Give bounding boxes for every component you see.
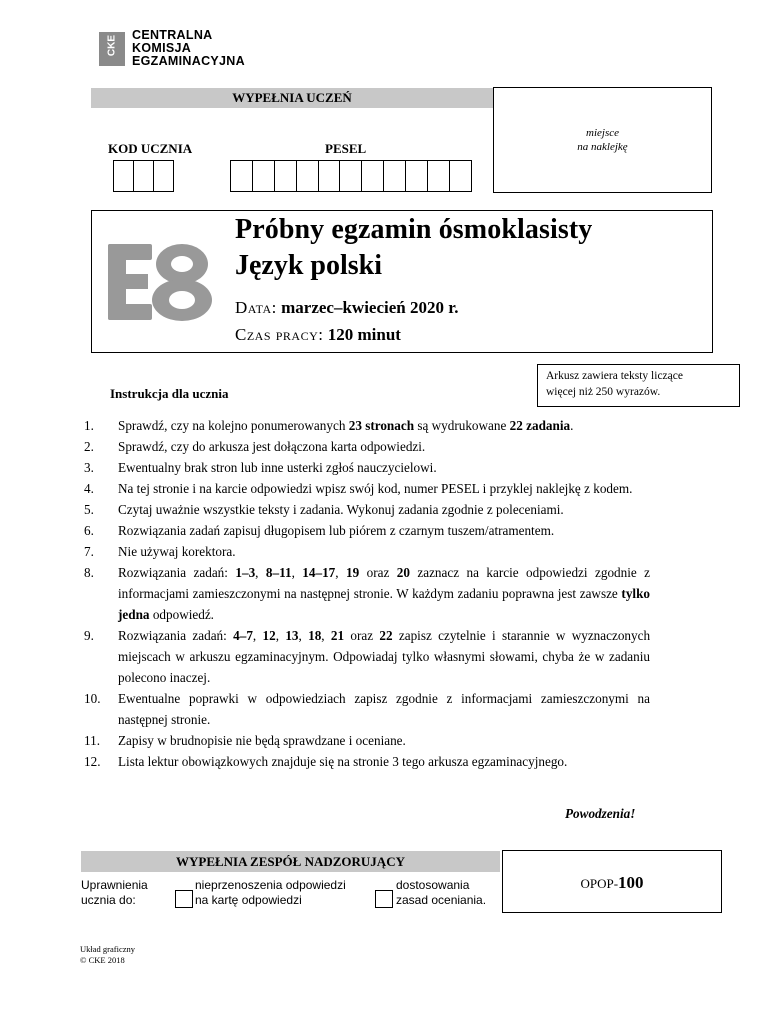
instruction-text: Rozwiązania zadań zapisuj długopisem lub piórem z czarnym tuszem/atramentem. xyxy=(118,523,555,538)
instruction-item xyxy=(84,478,650,499)
student-section-band: WYPEŁNIA UCZEŃ xyxy=(91,88,493,108)
instruction-number: 4. xyxy=(84,481,94,496)
student-rights-label: Uprawnienia ucznia do: xyxy=(81,878,148,907)
instruction-item xyxy=(84,457,650,478)
pesel-digit-box[interactable] xyxy=(319,161,341,191)
instruction-item xyxy=(84,625,650,688)
pesel-digit-box[interactable] xyxy=(428,161,450,191)
good-luck-text: Powodzenia! xyxy=(565,806,636,821)
instruction-number: 10. xyxy=(84,691,101,706)
instruction-item xyxy=(84,499,650,520)
student-code-digit-box[interactable] xyxy=(134,161,154,191)
e8-badge-icon xyxy=(106,242,214,322)
instruction-number: 7. xyxy=(84,544,94,559)
instruction-number: 6. xyxy=(84,523,94,538)
instruction-number: 2. xyxy=(84,439,94,454)
student-code-digit-box[interactable] xyxy=(154,161,173,191)
instruction-text: Ewentualne poprawki w odpowiedziach zapisz zgodnie z informacjami zamieszczonymi na następnej stronie. xyxy=(118,691,650,727)
instruction-item xyxy=(84,541,650,562)
pesel-digit-box[interactable] xyxy=(362,161,384,191)
instruction-text: Na tej stronie i na karcie odpowiedzi wpisz swój kod, numer PESEL i przyklej naklejkę z kodem. xyxy=(118,481,633,496)
exam-date: Data: marzec–kwiecień 2020 r. xyxy=(235,298,459,317)
instruction-item xyxy=(84,415,650,436)
instruction-number: 1. xyxy=(84,418,94,433)
supervisor-section-band: WYPEŁNIA ZESPÓŁ NADZORUJĄCY xyxy=(81,851,500,872)
instruction-number: 5. xyxy=(84,502,94,517)
instruction-text: Rozwiązania zadań: 1–3, 8–11, 14–17, 19 oraz 20 zaznacz na karcie odpowiedzi zgodnie z informacjami zamieszczonymi na następnej stronie. W każdym zadaniu poprawna jest zawsze tylko jedna odpowiedź. xyxy=(118,565,651,622)
instruction-text: Rozwiązania zadań: 4–7, 12, 13, 18, 21 oraz 22 zapisz czytelnie i starannie w wyznaczonych miejscach w arkuszu egzaminacyjnym. Odpowiadaj tylko własnymi słowami, chyba że w zadaniu polecono inaczej. xyxy=(118,628,651,685)
instruction-number: 12. xyxy=(84,754,101,769)
sticker-area: miejsce na naklejkę xyxy=(493,87,712,193)
instruction-item xyxy=(84,751,650,772)
instruction-number: 11. xyxy=(84,733,100,748)
student-code-boxes[interactable] xyxy=(113,160,174,192)
instruction-item xyxy=(84,562,650,625)
pesel-digit-box[interactable] xyxy=(450,161,471,191)
cke-logo-mark: CKE xyxy=(99,32,125,66)
pesel-digit-box[interactable] xyxy=(297,161,319,191)
pesel-boxes[interactable] xyxy=(230,160,472,192)
instruction-number: 3. xyxy=(84,460,94,475)
student-code-label: KOD UCZNIA xyxy=(108,141,193,156)
student-code-digit-box[interactable] xyxy=(114,161,134,191)
pesel-digit-box[interactable] xyxy=(384,161,406,191)
footer-credits: Układ graficzny © CKE 2018 xyxy=(80,944,135,965)
instruction-text: Sprawdź, czy do arkusza jest dołączona karta odpowiedzi. xyxy=(118,439,426,454)
pesel-digit-box[interactable] xyxy=(340,161,362,191)
instruction-text: Zapisy w brudnopisie nie będą sprawdzane i oceniane. xyxy=(118,733,406,748)
no-transfer-option-label: nieprzenoszenia odpowiedzi na kartę odpowiedzi xyxy=(195,878,346,907)
instruction-item xyxy=(84,688,650,730)
instruction-number: 9. xyxy=(84,628,94,643)
exam-title: Próbny egzamin ósmoklasisty xyxy=(235,214,593,245)
pesel-digit-box[interactable] xyxy=(253,161,275,191)
pesel-label: PESEL xyxy=(325,141,367,156)
instruction-item xyxy=(84,730,650,751)
instructions-list xyxy=(84,415,650,772)
text-length-note: Arkusz zawiera teksty liczące więcej niż 250 wyrazów. xyxy=(537,364,740,407)
adjusted-grading-checkbox[interactable] xyxy=(375,890,393,908)
instructions-heading: Instrukcja dla ucznia xyxy=(110,386,229,401)
instruction-text: Sprawdź, czy na kolejno ponumerowanych 23 stronach są wydrukowane 22 zadania. xyxy=(118,418,574,433)
instruction-text: Czytaj uważnie wszystkie teksty i zadania. Wykonuj zadania zgodnie z poleceniami. xyxy=(118,502,564,517)
instruction-text: Nie używaj korektora. xyxy=(118,544,236,559)
no-transfer-checkbox[interactable] xyxy=(175,890,193,908)
instruction-text: Ewentualny brak stron lub inne usterki zgłoś nauczycielowi. xyxy=(118,460,437,475)
adjusted-grading-option-label: dostosowania zasad oceniania. xyxy=(396,878,487,907)
instruction-text: Lista lektur obowiązkowych znajduje się na stronie 3 tego arkusza egzaminacyjnego. xyxy=(118,754,568,769)
instruction-item xyxy=(84,520,650,541)
instruction-item xyxy=(84,436,650,457)
pesel-digit-box[interactable] xyxy=(231,161,253,191)
exam-subject: Język polski xyxy=(235,250,383,281)
pesel-digit-box[interactable] xyxy=(275,161,297,191)
exam-code-box: OPOP-100 xyxy=(502,850,722,913)
pesel-digit-box[interactable] xyxy=(406,161,428,191)
exam-duration: Czas pracy: 120 minut xyxy=(235,325,401,344)
cke-logo-text: CENTRALNA KOMISJA EGZAMINACYJNA xyxy=(132,28,245,68)
instruction-number: 8. xyxy=(84,565,94,580)
